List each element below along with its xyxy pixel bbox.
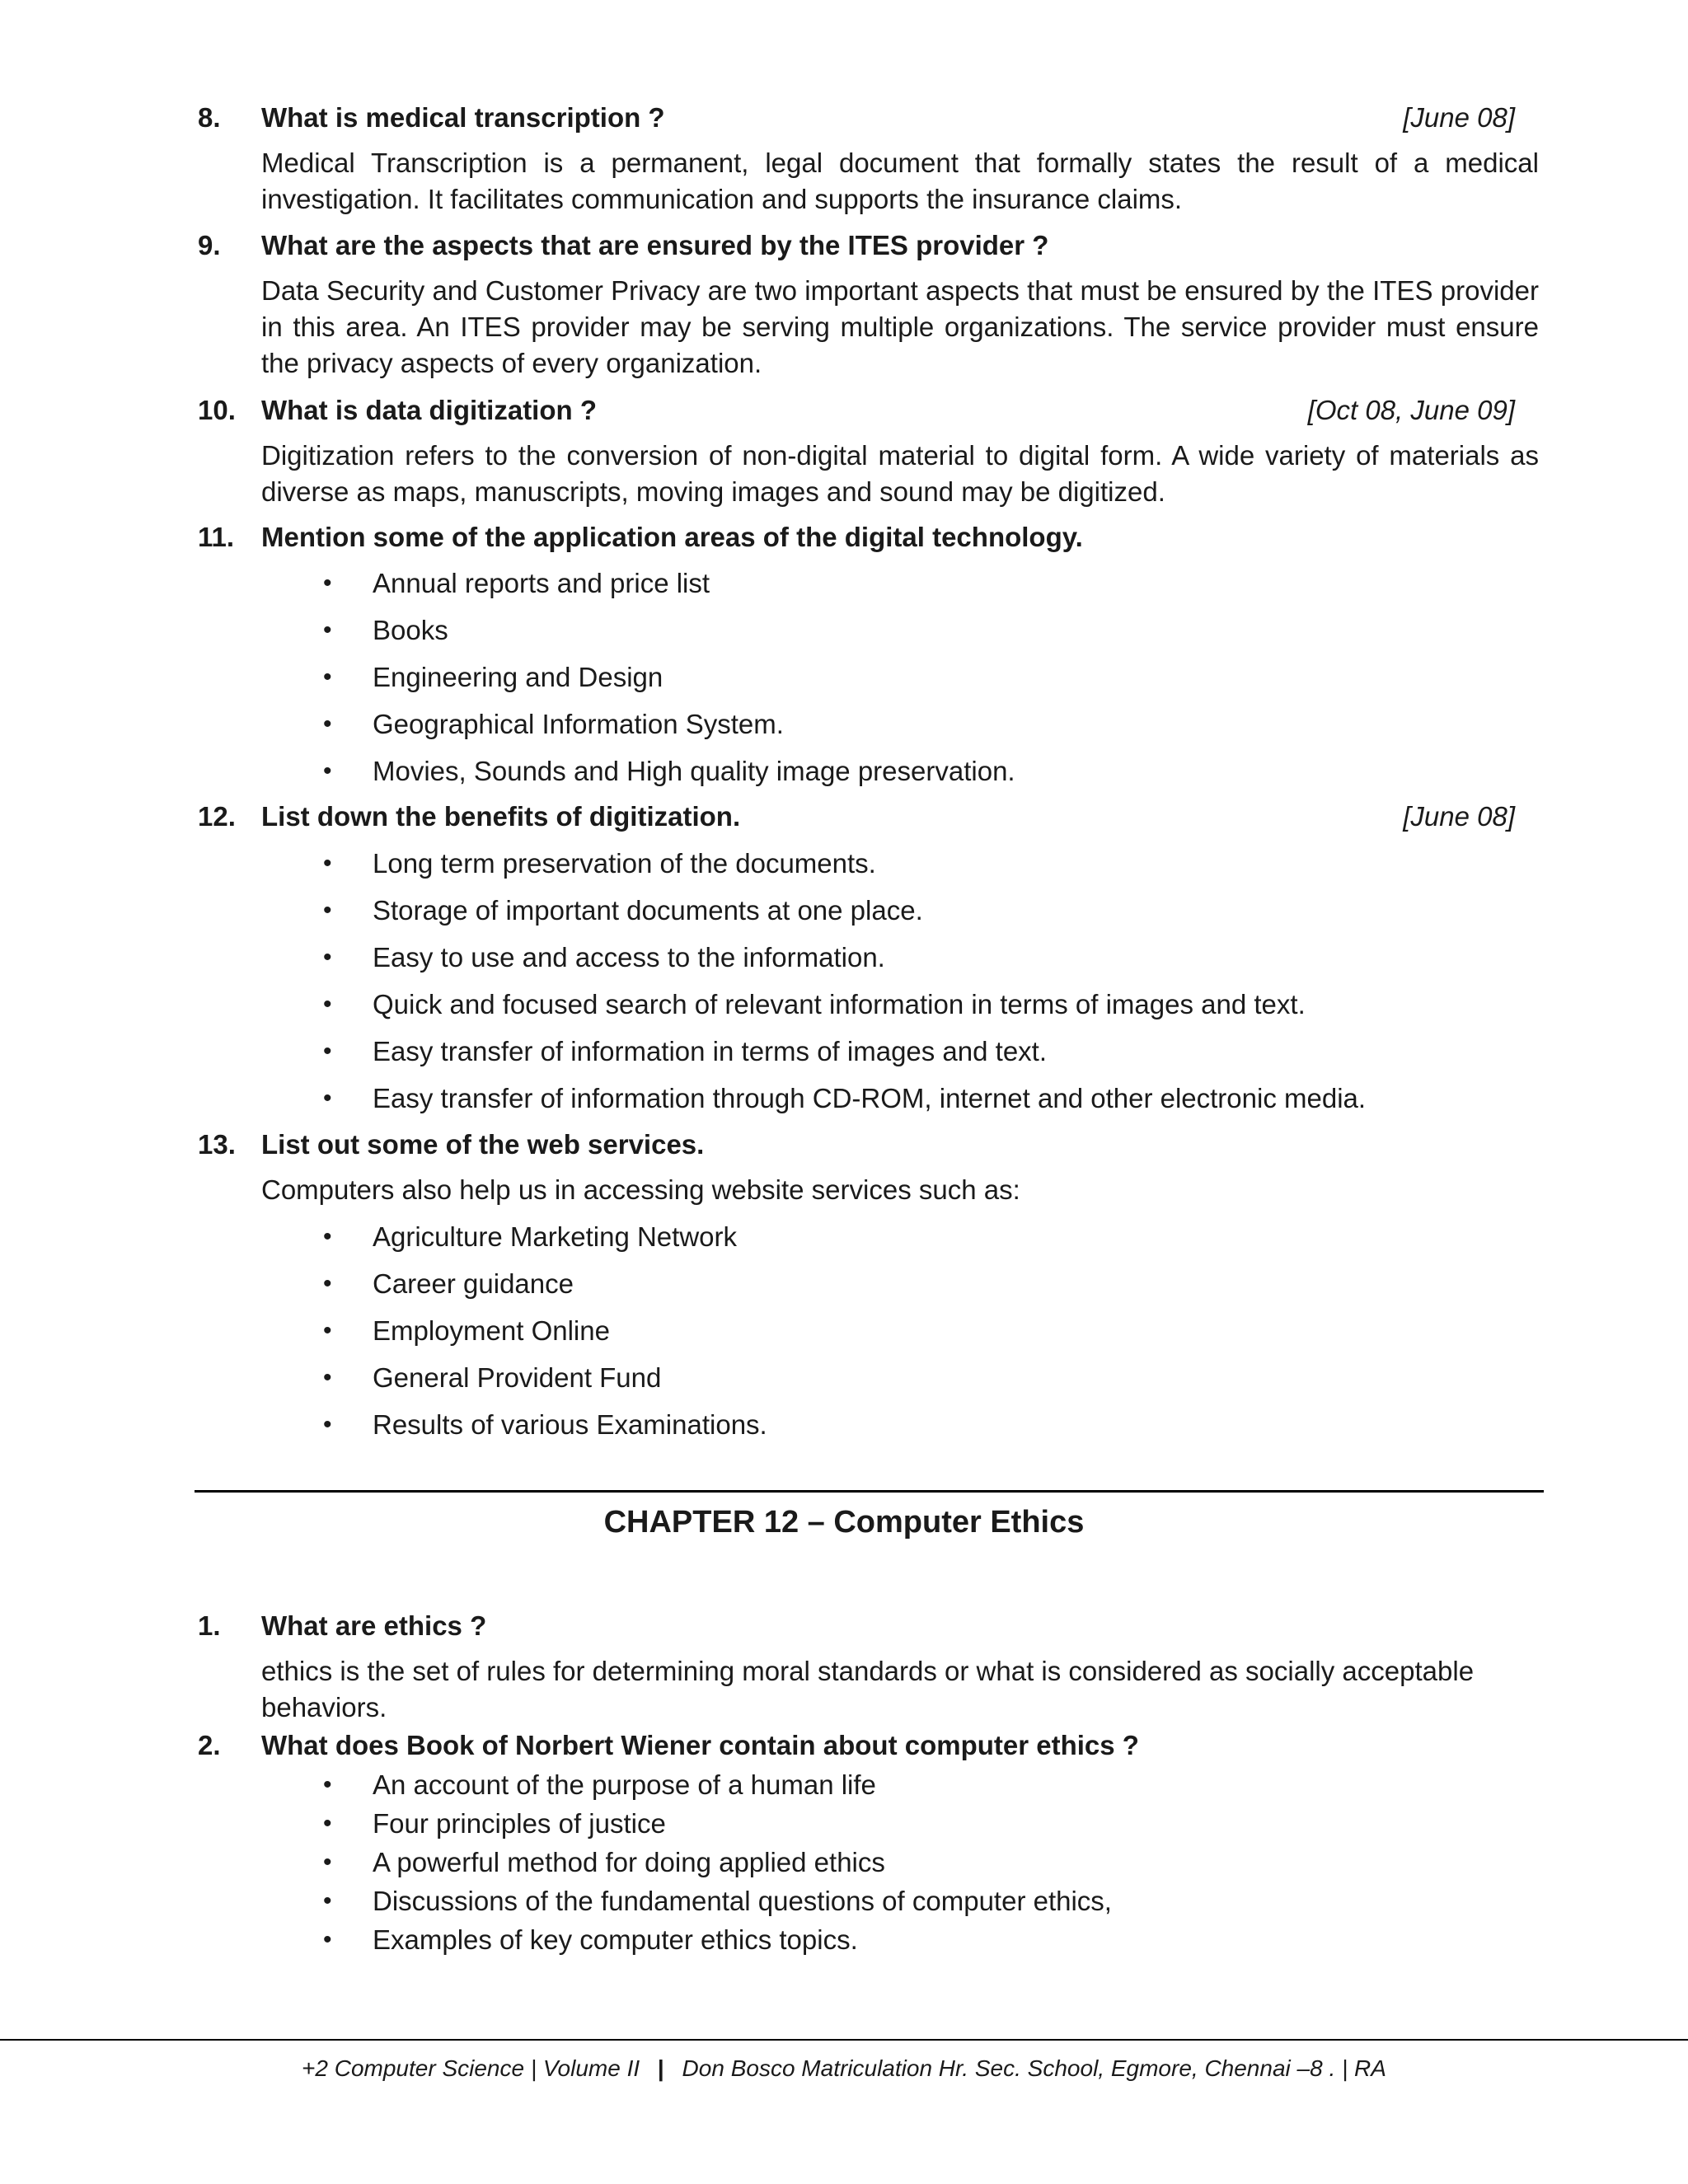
question-text: List down the benefits of digitization. <box>261 801 741 832</box>
list-item-text: Employment Online <box>373 1315 610 1346</box>
list-item-text: Engineering and Design <box>373 662 663 692</box>
list-item <box>0 1883 1112 1922</box>
answer-8: Medical Transcription is a permanent, legal document that formally states the result of a medical investigation. It facilitates communication and supports the insurance claims. <box>261 148 1539 214</box>
bullet-list-q12 <box>0 846 1366 1127</box>
list-item-text: General Provident Fund <box>373 1362 662 1393</box>
bullet-icon: • <box>323 1317 332 1344</box>
answer-9: Data Security and Customer Privacy are two important aspects that must be ensured by the ITES provider in this area. An ITES provider may be serving multiple organizations. The service provider must ensure the privacy aspects of every organization. <box>261 275 1539 378</box>
list-item-text: An account of the purpose of a human life <box>373 1769 876 1800</box>
question-text: What is medical transcription ? <box>261 102 665 133</box>
list-item <box>0 1360 767 1407</box>
bullet-icon: • <box>323 897 332 924</box>
list-item <box>0 940 1366 987</box>
list-item-text: Annual reports and price list <box>373 568 710 598</box>
list-item-text: Results of various Examinations. <box>373 1409 767 1440</box>
question-number: 12. <box>198 801 236 832</box>
footer-right-text: Don Bosco Matriculation Hr. Sec. School, Egmore, Chennai –8 . | RA <box>682 2055 1386 2081</box>
list-item-text: Examples of key computer ethics topics. <box>373 1924 858 1955</box>
question-text: What does Book of Norbert Wiener contain about computer ethics ? <box>261 1730 1139 1760</box>
list-item-text: Easy to use and access to the information. <box>373 942 885 972</box>
bullet-icon: • <box>323 1223 332 1250</box>
question-number: 11. <box>198 522 235 552</box>
list-item <box>0 1033 1366 1080</box>
list-item <box>0 659 1015 706</box>
list-item <box>0 565 1015 612</box>
bullet-list-q2 <box>0 1767 1112 1961</box>
question-text: What are the aspects that are ensured by the ITES provider ? <box>261 230 1049 260</box>
list-item <box>0 753 1015 800</box>
footer-separator: | <box>657 2055 664 2081</box>
list-item-text: Career guidance <box>373 1268 574 1299</box>
bullet-icon: • <box>323 850 332 877</box>
list-item-text: A powerful method for doing applied ethics <box>373 1847 885 1877</box>
list-item <box>0 1407 767 1454</box>
bullet-icon: • <box>323 1085 332 1112</box>
question-number: 10. <box>198 395 236 425</box>
question-number: 8. <box>198 102 221 133</box>
question-number: 1. <box>198 1610 221 1641</box>
list-item <box>0 1806 1112 1844</box>
list-item <box>0 706 1015 753</box>
list-item-text: Agriculture Marketing Network <box>373 1221 737 1252</box>
question-number: 13. <box>198 1129 236 1160</box>
list-item <box>0 1767 1112 1806</box>
bullet-icon: • <box>323 1411 332 1438</box>
question-text: Mention some of the application areas of the digital technology. <box>261 522 1083 552</box>
answer-1: ethics is the set of rules for determining moral standards or what is considered as socially acceptable behaviors. <box>261 1656 1475 1722</box>
bullet-icon: • <box>323 1038 332 1065</box>
list-item-text: Books <box>373 615 448 645</box>
list-item <box>0 1313 767 1360</box>
bullet-list-q11 <box>0 565 1015 800</box>
list-item-text: Long term preservation of the documents. <box>373 848 876 879</box>
list-item-text: Quick and focused search of relevant information in terms of images and text. <box>373 989 1306 1019</box>
question-text: List out some of the web services. <box>261 1129 705 1160</box>
list-item <box>0 846 1366 893</box>
answer-10: Digitization refers to the conversion of non-digital material to digital form. A wide variety of materials as diverse as maps, manuscripts, moving images and sound may be digitized. <box>261 440 1539 507</box>
bullet-icon: • <box>323 616 332 644</box>
bullet-list-q13 <box>0 1219 767 1454</box>
footer-divider <box>0 2039 1688 2041</box>
question-text: What are ethics ? <box>261 1610 487 1641</box>
bullet-icon: • <box>323 663 332 691</box>
list-item-text: Discussions of the fundamental questions of computer ethics, <box>373 1886 1112 1916</box>
bullet-icon: • <box>323 1771 332 1798</box>
exam-reference: [June 08] <box>1403 102 1515 133</box>
exam-reference: [June 08] <box>1403 801 1515 832</box>
list-item <box>0 1219 767 1266</box>
list-item-text: Four principles of justice <box>373 1808 666 1839</box>
footer-left-text: +2 Computer Science | Volume II <box>302 2055 640 2081</box>
bullet-icon: • <box>323 1810 332 1837</box>
bullet-icon: • <box>323 1364 332 1391</box>
list-item <box>0 612 1015 659</box>
list-item <box>0 1922 1112 1961</box>
question-text: What is data digitization ? <box>261 395 597 425</box>
bullet-icon: • <box>323 1887 332 1915</box>
list-item <box>0 987 1366 1033</box>
question-number: 2. <box>198 1730 221 1760</box>
list-item <box>0 1844 1112 1883</box>
bullet-icon: • <box>323 710 332 738</box>
chapter-title: CHAPTER 12 – Computer Ethics <box>603 1505 1085 1540</box>
list-item <box>0 1080 1366 1127</box>
question-number: 9. <box>198 230 221 260</box>
bullet-icon: • <box>323 1849 332 1876</box>
answer-13: Computers also help us in accessing website services such as: <box>261 1174 1020 1205</box>
list-item-text: Storage of important documents at one place. <box>373 895 923 926</box>
list-item-text: Movies, Sounds and High quality image preservation. <box>373 756 1015 786</box>
bullet-icon: • <box>323 757 332 785</box>
list-item-text: Geographical Information System. <box>373 709 784 739</box>
bullet-icon: • <box>323 991 332 1018</box>
bullet-icon: • <box>323 1926 332 1953</box>
list-item <box>0 1266 767 1313</box>
bullet-icon: • <box>323 944 332 971</box>
page-footer <box>0 2052 1688 2085</box>
bullet-icon: • <box>323 569 332 597</box>
bullet-icon: • <box>323 1270 332 1297</box>
section-divider <box>195 1490 1544 1493</box>
list-item <box>0 893 1366 940</box>
exam-reference: [Oct 08, June 09] <box>1307 395 1515 425</box>
list-item-text: Easy transfer of information through CD-ROM, internet and other electronic media. <box>373 1083 1367 1113</box>
list-item-text: Easy transfer of information in terms of images and text. <box>373 1036 1048 1066</box>
